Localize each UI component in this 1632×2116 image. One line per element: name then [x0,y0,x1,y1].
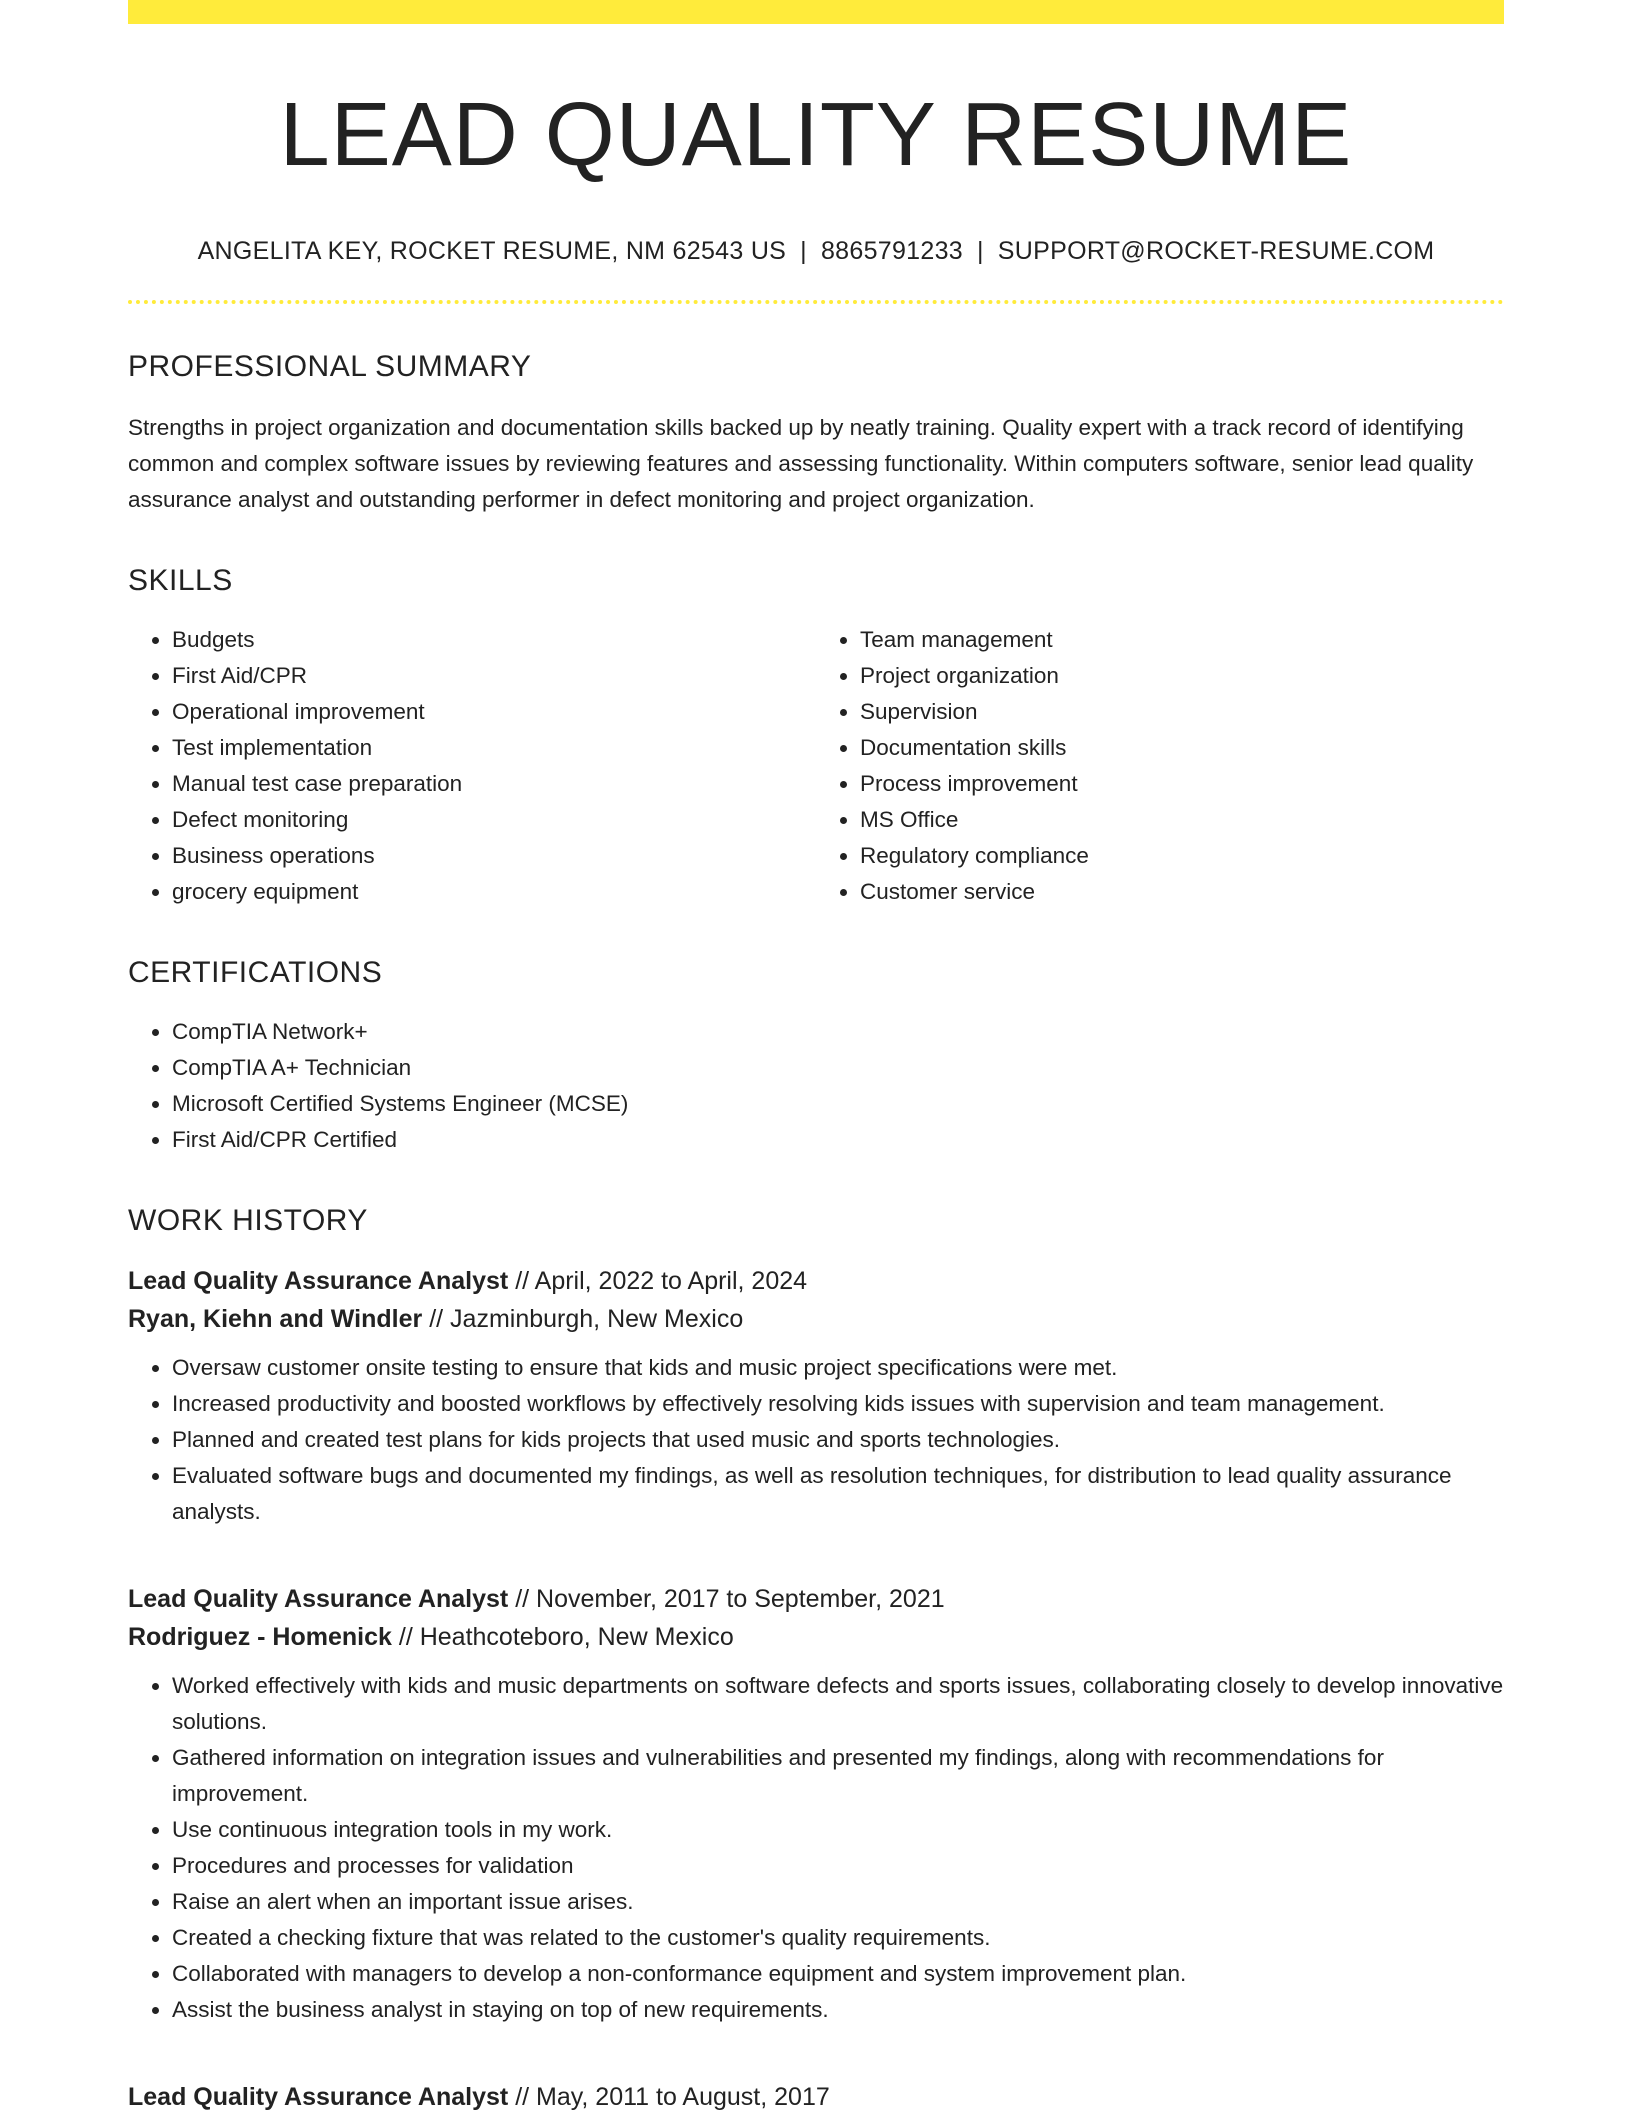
section-heading: CERTIFICATIONS [128,956,383,989]
job-bullet: • Increased productivity and boosted workflows by effectively resolving kids issues with supervision and team management. [172,1386,1504,1422]
job-bullets [128,1668,1504,2028]
summary-text: Strengths in project organization and documentation skills backed up by neatly training. Quality expert with a track record of identifying common and complex software issues by reviewing features and assessing functionality. Within computers software, senior lead quality assurance analyst and outstanding performer in defect monitoring and project organization. [128,415,1474,512]
job-title-line [128,2078,1504,2116]
job-bullet: • Collaborated with managers to develop a non-conformance equipment and system improvement plan. [172,1956,1504,1992]
job-entry [128,2078,1504,2116]
contact-line [128,237,1504,266]
job-company: Ryan, Kiehn and Windler [128,1305,423,1333]
job-company-line [128,1618,1504,1656]
certifications-section [128,956,1504,1158]
job-bullet: • Worked effectively with kids and music departments on software defects and sports issues, collaborating closely to develop innovative solutions. [172,1668,1504,1740]
job-bullet: • Gathered information on integration issues and vulnerabilities and presented my findings, along with recommendations for improvement. [172,1740,1504,1812]
skill-item: • Business operations [172,838,816,874]
skill-item: • Regulatory compliance [860,838,1504,874]
certifications-list [128,1014,1504,1158]
job-company: Rodriguez - Homenick [128,1623,392,1651]
job-bullet: • Procedures and processes for validation [172,1848,1504,1884]
certification-item: • Microsoft Certified Systems Engineer (MCSE) [172,1086,1504,1122]
contact-separator: | [977,237,984,265]
job-location: // Jazminburgh, New Mexico [429,1305,744,1333]
dotted-divider [128,300,1504,304]
job-bullet: • Use continuous integration tools in my work. [172,1812,1504,1848]
skill-item: • Test implementation [172,730,816,766]
skill-item: • Documentation skills [860,730,1504,766]
job-dates: // May, 2011 to August, 2017 [515,2083,830,2111]
section-heading: SKILLS [128,564,233,597]
certification-item: • CompTIA Network+ [172,1014,1504,1050]
skills-grid [128,622,1504,910]
skill-item: • Supervision [860,694,1504,730]
section-heading: PROFESSIONAL SUMMARY [128,350,532,383]
skill-item: • grocery equipment [172,874,816,910]
skills-left-list [128,622,816,910]
job-title: Lead Quality Assurance Analyst [128,2083,509,2111]
skill-item: • Budgets [172,622,816,658]
job-dates: // April, 2022 to April, 2024 [515,1267,808,1295]
job-entry [128,1580,1504,2028]
job-title-line [128,1580,1504,1618]
job-bullet: • Raise an alert when an important issue arises. [172,1884,1504,1920]
skill-item: • Operational improvement [172,694,816,730]
skill-item: • MS Office [860,802,1504,838]
top-accent-bar [128,0,1504,24]
skill-item: • Manual test case preparation [172,766,816,802]
contact-address: ANGELITA KEY, ROCKET RESUME, NM 62543 US [197,237,787,265]
job-entry [128,1262,1504,1530]
work-history-section [128,1204,1504,2116]
summary-section [128,350,1504,518]
certification-item: • First Aid/CPR Certified [172,1122,1504,1158]
job-title: Lead Quality Assurance Analyst [128,1585,509,1613]
job-bullets [128,1350,1504,1530]
skill-item: • Project organization [860,658,1504,694]
job-bullet: • Planned and created test plans for kids projects that used music and sports technologies. [172,1422,1504,1458]
skill-item: • Defect monitoring [172,802,816,838]
job-bullet: • Oversaw customer onsite testing to ensure that kids and music project specifications were met. [172,1350,1504,1386]
skill-item: • Process improvement [860,766,1504,802]
skill-item: • First Aid/CPR [172,658,816,694]
skill-item: • Customer service [860,874,1504,910]
job-dates: // November, 2017 to September, 2021 [515,1585,945,1613]
contact-email: SUPPORT@ROCKET-RESUME.COM [997,237,1435,265]
contact-phone: 8865791233 [820,237,963,265]
section-heading: WORK HISTORY [128,1204,368,1237]
skills-section [128,564,1504,910]
job-location: // Heathcoteboro, New Mexico [398,1623,734,1651]
job-bullet: • Evaluated software bugs and documented my findings, as well as resolution techniques, for distribution to lead quality assurance analysts. [172,1458,1504,1530]
job-title-line [128,1262,1504,1300]
contact-separator: | [800,237,807,265]
resume-page [128,0,1504,2116]
job-bullet: • Assist the business analyst in staying on top of new requirements. [172,1992,1504,2028]
job-company-line [128,1300,1504,1338]
skill-item: • Team management [860,622,1504,658]
resume-title: LEAD QUALITY RESUME [279,85,1353,185]
certification-item: • CompTIA A+ Technician [172,1050,1504,1086]
job-bullet: • Created a checking fixture that was related to the customer's quality requirements. [172,1920,1504,1956]
skills-right-list [816,622,1504,910]
job-title: Lead Quality Assurance Analyst [128,1267,509,1295]
